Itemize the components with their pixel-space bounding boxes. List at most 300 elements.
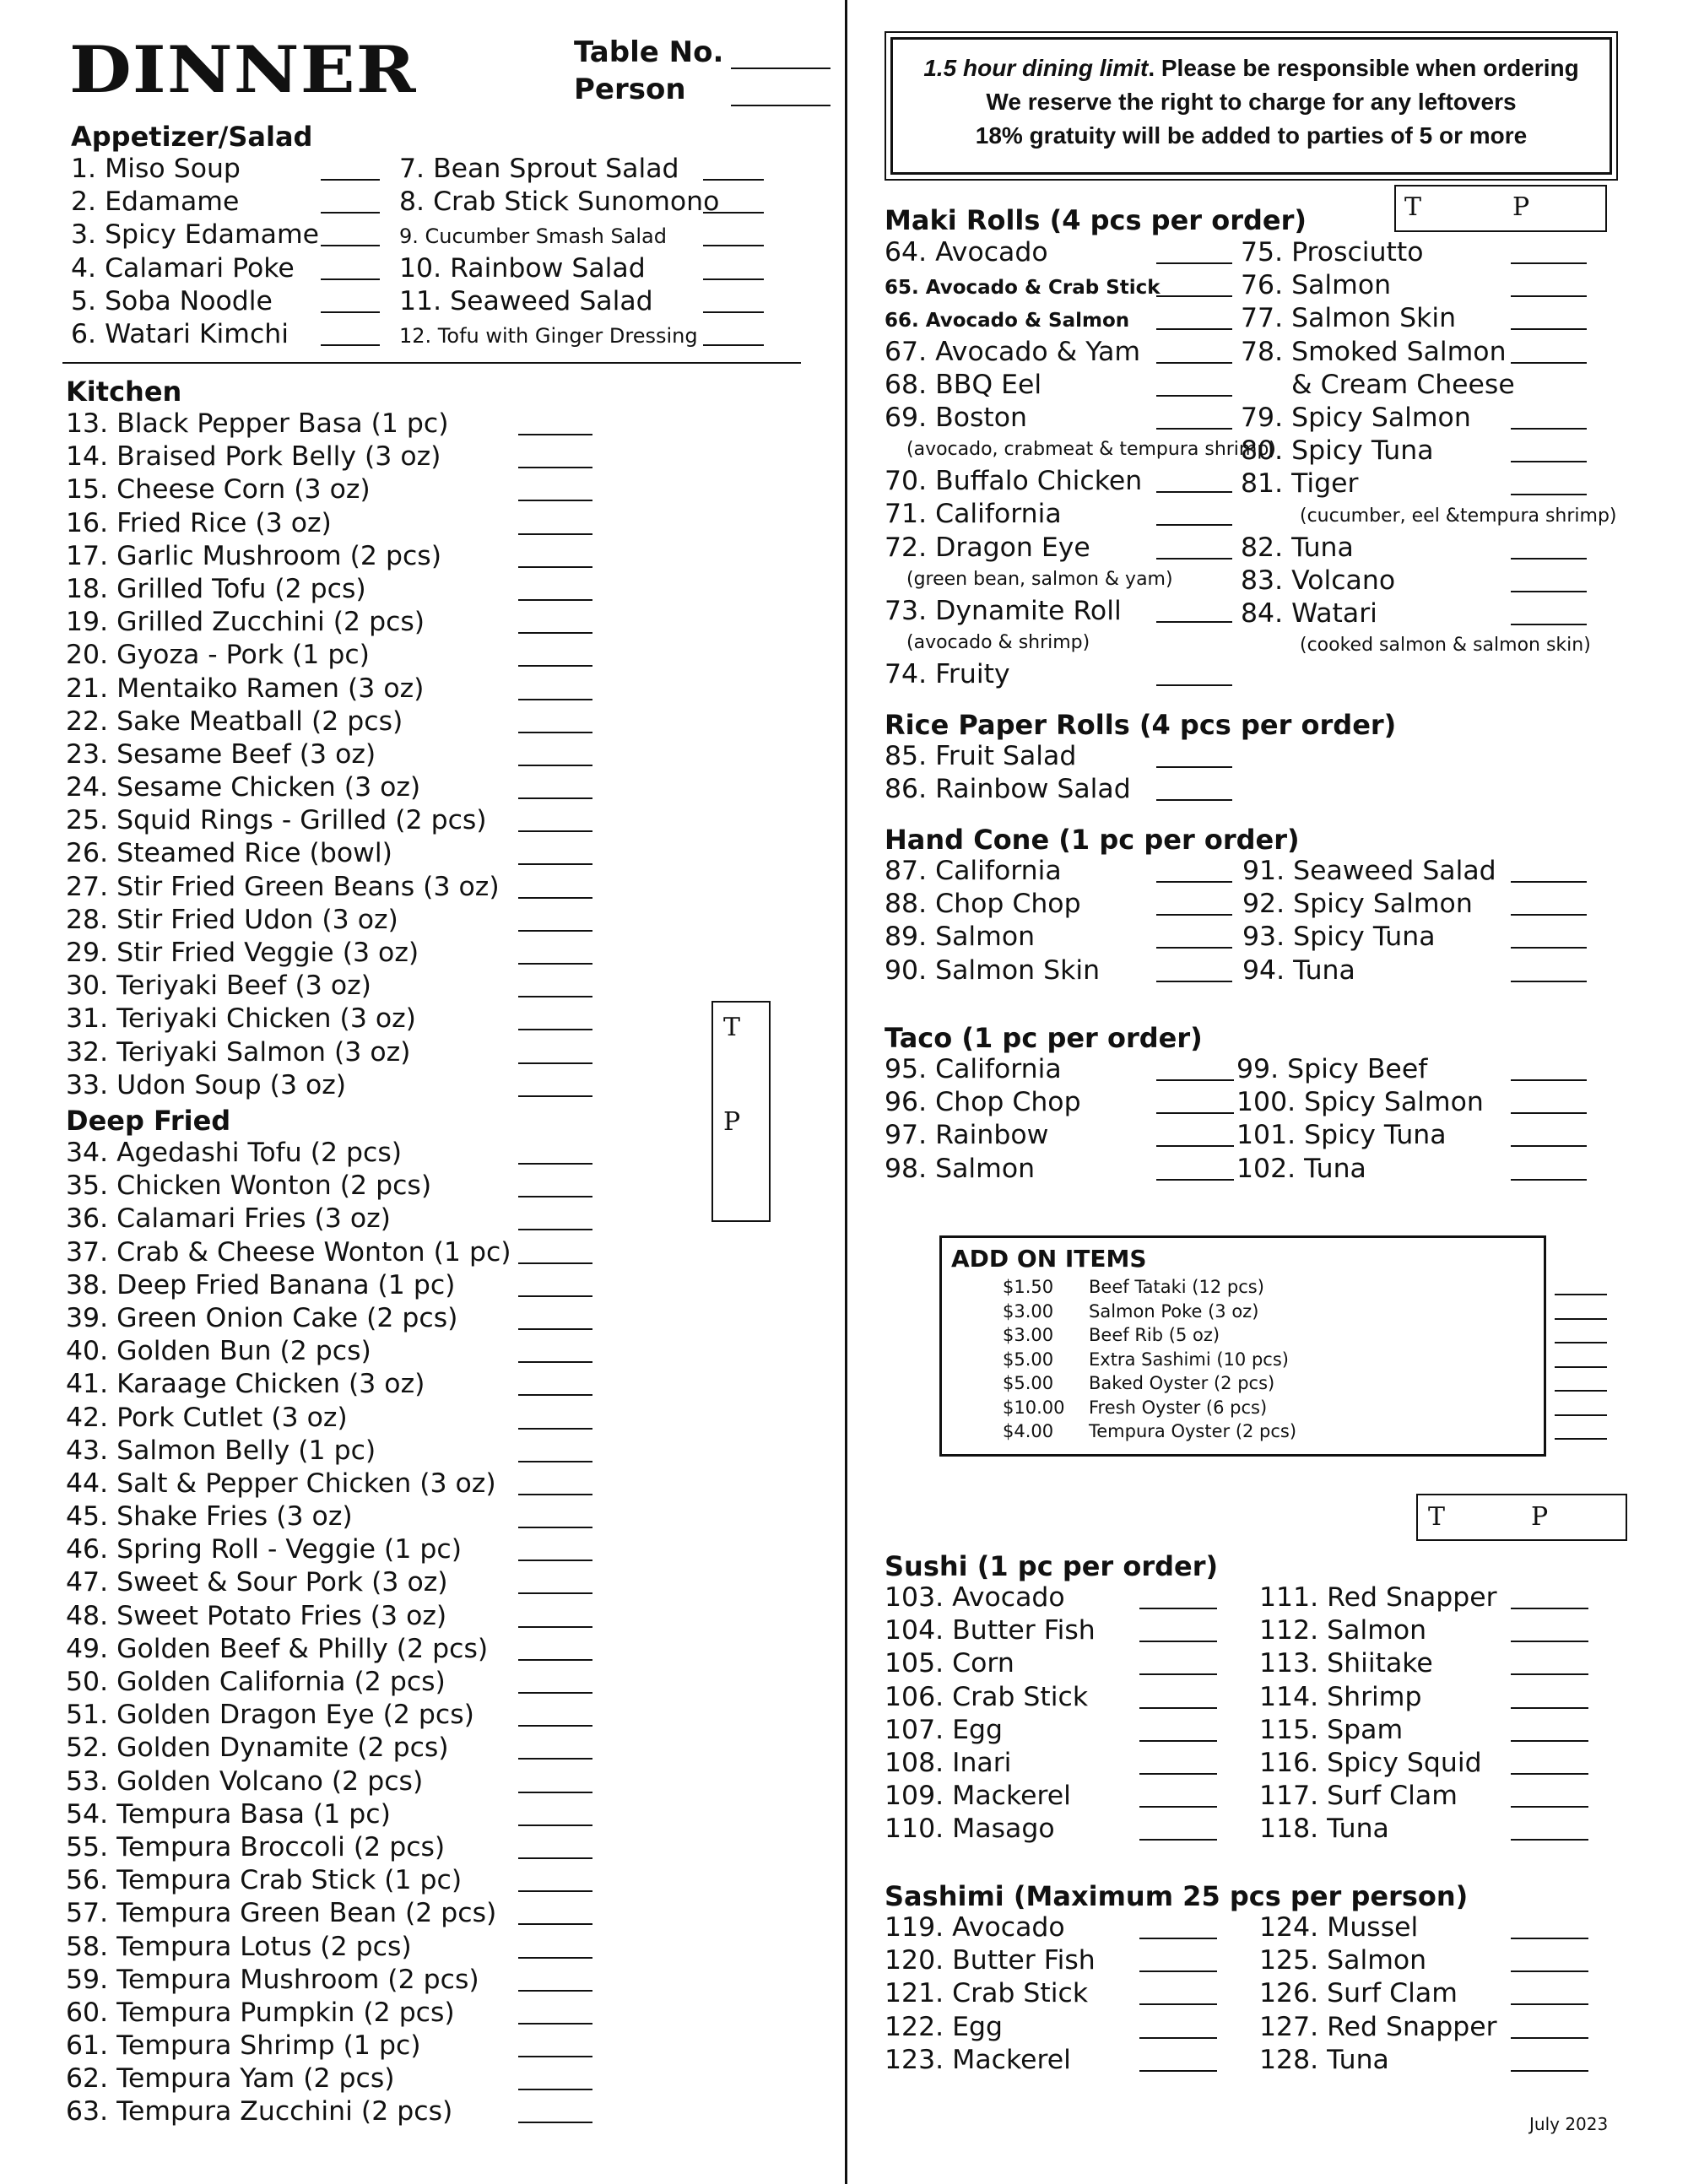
quantity-field[interactable] bbox=[1156, 362, 1232, 364]
menu-item-label: 51. Golden Dragon Eye (2 pcs) bbox=[66, 1700, 474, 1731]
quantity-field[interactable] bbox=[1156, 295, 1232, 297]
menu-item-label: 71. California bbox=[885, 499, 1062, 530]
menu-item-label: 15. Cheese Corn (3 oz) bbox=[66, 474, 371, 505]
menu-item bbox=[885, 1714, 1222, 1747]
tp-box-left-p: P bbox=[723, 1107, 741, 1137]
menu-item-label: 74. Fruity bbox=[885, 658, 1010, 689]
menu-item bbox=[66, 1566, 598, 1599]
menu-item bbox=[1259, 2044, 1597, 2077]
quantity-field[interactable] bbox=[1555, 1438, 1607, 1440]
menu-item-label: 43. Salmon Belly (1 pc) bbox=[66, 1435, 376, 1466]
menu-item-label: 44. Salt & Pepper Chicken (3 oz) bbox=[66, 1468, 496, 1499]
quantity-field[interactable] bbox=[1511, 262, 1587, 264]
menu-item bbox=[66, 441, 598, 473]
quantity-field[interactable] bbox=[1139, 1641, 1217, 1642]
menu-item bbox=[66, 705, 598, 738]
quantity-field[interactable] bbox=[518, 1792, 592, 1793]
quantity-field[interactable] bbox=[1511, 1806, 1588, 1808]
quantity-field[interactable] bbox=[703, 278, 764, 280]
quantity-field[interactable] bbox=[1156, 524, 1232, 526]
menu-item-label: 24. Sesame Chicken (3 oz) bbox=[66, 772, 421, 803]
quantity-field[interactable] bbox=[518, 1923, 592, 1925]
quantity-field[interactable] bbox=[1511, 1839, 1588, 1841]
quantity-field[interactable] bbox=[1139, 1707, 1217, 1709]
menu-item bbox=[66, 1236, 598, 1269]
quantity-field[interactable] bbox=[518, 434, 592, 435]
add-on-item bbox=[1003, 1396, 1526, 1420]
menu-item-label: 53. Golden Volcano (2 pcs) bbox=[66, 1765, 424, 1797]
quantity-field[interactable] bbox=[518, 1890, 592, 1892]
menu-item bbox=[66, 1468, 598, 1500]
menu-item-label: 104. Butter Fish bbox=[885, 1615, 1096, 1646]
quantity-field[interactable] bbox=[1139, 1938, 1217, 1939]
menu-item-label: 3. Spicy Edamame bbox=[71, 219, 320, 251]
quantity-field[interactable] bbox=[1511, 1673, 1588, 1675]
table-number-field[interactable] bbox=[731, 68, 830, 69]
menu-item-label: 9. Cucumber Smash Salad bbox=[399, 224, 667, 249]
quantity-field[interactable] bbox=[518, 1825, 592, 1826]
add-on-item bbox=[1003, 1323, 1526, 1348]
quantity-field[interactable] bbox=[1511, 624, 1587, 625]
menu-item-label: 109. Mackerel bbox=[885, 1781, 1071, 1812]
notice-line1: . Please be responsible when ordering bbox=[1148, 55, 1579, 81]
menu-item-label: 26. Steamed Rice (bowl) bbox=[66, 838, 392, 869]
menu-item bbox=[66, 673, 598, 705]
menu-item-label: 4. Calamari Poke bbox=[71, 252, 295, 284]
menu-item bbox=[1241, 402, 1595, 435]
quantity-field[interactable] bbox=[703, 245, 764, 246]
quantity-field[interactable] bbox=[1139, 1740, 1217, 1742]
menu-item-note: (cooked salmon & salmon skin) bbox=[1300, 635, 1591, 657]
menu-item bbox=[1242, 921, 1597, 954]
menu-item bbox=[1259, 1647, 1597, 1680]
add-on-price: $10.00 bbox=[1003, 1397, 1065, 1418]
menu-item bbox=[66, 1435, 598, 1468]
quantity-field[interactable] bbox=[1156, 1145, 1234, 1147]
quantity-field[interactable] bbox=[321, 311, 380, 313]
quantity-field[interactable] bbox=[1511, 362, 1587, 364]
tp-box-sushi-t: T bbox=[1428, 1502, 1446, 1532]
menu-item bbox=[66, 2095, 598, 2128]
quantity-field[interactable] bbox=[518, 930, 592, 932]
quantity-field[interactable] bbox=[1156, 428, 1232, 430]
quantity-field[interactable] bbox=[1139, 1806, 1217, 1808]
menu-item bbox=[71, 285, 383, 318]
menu-item bbox=[885, 1780, 1222, 1813]
menu-item bbox=[66, 738, 598, 771]
menu-item bbox=[885, 269, 1239, 302]
quantity-field[interactable] bbox=[1156, 799, 1232, 801]
menu-item bbox=[885, 302, 1239, 335]
quantity-field[interactable] bbox=[1139, 2070, 1217, 2072]
quantity-field[interactable] bbox=[518, 500, 592, 501]
quantity-field[interactable] bbox=[518, 632, 592, 634]
tp-box-sushi-p: P bbox=[1531, 1502, 1549, 1532]
add-on-item bbox=[1003, 1300, 1526, 1324]
quantity-field[interactable] bbox=[1156, 491, 1232, 493]
quantity-field[interactable] bbox=[518, 1560, 592, 1561]
quantity-field[interactable] bbox=[1156, 1179, 1234, 1181]
quantity-field[interactable] bbox=[518, 1428, 592, 1430]
section-title-sushi: Sushi (1 pc per order) bbox=[885, 1550, 1219, 1582]
tp-box-sushi[interactable] bbox=[1416, 1494, 1627, 1541]
tp-box-maki-t: T bbox=[1404, 192, 1422, 222]
quantity-field[interactable] bbox=[1511, 1641, 1588, 1642]
quantity-field[interactable] bbox=[1156, 684, 1232, 686]
menu-item-label: 2. Edamame bbox=[71, 187, 240, 218]
menu-item bbox=[1259, 1911, 1597, 1944]
menu-item bbox=[885, 888, 1239, 921]
quantity-field[interactable] bbox=[518, 533, 592, 535]
table-number-label: Table No. bbox=[574, 35, 724, 69]
quantity-field[interactable] bbox=[1156, 1112, 1234, 1114]
section-title-maki: Maki Rolls (4 pcs per order) bbox=[885, 204, 1307, 236]
menu-item-label: 37. Crab & Cheese Wonton (1 pc) bbox=[66, 1236, 511, 1268]
hand-cone-right-list bbox=[1242, 855, 1597, 987]
menu-item bbox=[1241, 565, 1595, 597]
menu-item bbox=[1241, 302, 1595, 335]
quantity-field[interactable] bbox=[1156, 558, 1232, 560]
quantity-field[interactable] bbox=[1511, 2070, 1588, 2072]
menu-item bbox=[885, 595, 1239, 628]
quantity-field[interactable] bbox=[518, 1494, 592, 1495]
menu-item-label: 105. Corn bbox=[885, 1648, 1014, 1679]
appetizer-rule bbox=[62, 362, 801, 364]
quantity-field[interactable] bbox=[703, 344, 764, 346]
taco-left-list bbox=[885, 1053, 1239, 1186]
quantity-field[interactable] bbox=[518, 765, 592, 766]
menu-item bbox=[66, 1036, 598, 1069]
sushi-right-list bbox=[1259, 1581, 1597, 1846]
menu-item-label: 12. Tofu with Ginger Dressing bbox=[399, 323, 698, 348]
quantity-field[interactable] bbox=[1511, 1970, 1588, 1972]
quantity-field[interactable] bbox=[518, 996, 592, 997]
quantity-field[interactable] bbox=[1511, 881, 1587, 883]
quantity-field[interactable] bbox=[518, 897, 592, 899]
quantity-field[interactable] bbox=[518, 2056, 592, 2057]
menu-item bbox=[885, 1647, 1222, 1680]
menu-item-label: 103. Avocado bbox=[885, 1582, 1065, 1613]
menu-item-label: 38. Deep Fried Banana (1 pc) bbox=[66, 1269, 456, 1300]
quantity-field[interactable] bbox=[1156, 766, 1232, 768]
taco-right-list bbox=[1236, 1053, 1597, 1186]
menu-item bbox=[885, 2044, 1222, 2077]
add-on-name: Baked Oyster (2 pcs) bbox=[1089, 1373, 1275, 1393]
menu-item bbox=[1259, 2011, 1597, 2044]
menu-item-label: 65. Avocado & Crab Stick bbox=[885, 277, 1160, 300]
menu-item bbox=[885, 921, 1239, 954]
menu-item bbox=[399, 219, 771, 251]
quantity-field[interactable] bbox=[518, 1957, 592, 1959]
quantity-field[interactable] bbox=[1511, 2003, 1588, 2005]
quantity-field[interactable] bbox=[1511, 981, 1587, 982]
quantity-field[interactable] bbox=[1555, 1318, 1607, 1320]
add-on-item bbox=[1003, 1419, 1526, 1444]
menu-item bbox=[1259, 1944, 1597, 1977]
add-on-item bbox=[1003, 1348, 1526, 1372]
quantity-field[interactable] bbox=[1511, 947, 1587, 949]
quantity-field[interactable] bbox=[518, 1990, 592, 1992]
menu-item bbox=[66, 1269, 598, 1302]
quantity-field[interactable] bbox=[1511, 1112, 1587, 1114]
menu-item bbox=[399, 186, 771, 219]
quantity-field[interactable] bbox=[518, 1062, 592, 1064]
quantity-field[interactable] bbox=[1139, 1773, 1217, 1775]
quantity-field[interactable] bbox=[1555, 1366, 1607, 1368]
quantity-field[interactable] bbox=[321, 212, 380, 214]
menu-item-label: 87. California bbox=[885, 856, 1062, 886]
quantity-field[interactable] bbox=[321, 245, 380, 246]
menu-item-label: 94. Tuna bbox=[1242, 954, 1355, 986]
quantity-field[interactable] bbox=[703, 179, 764, 181]
menu-item-label: 56. Tempura Crab Stick (1 pc) bbox=[66, 1865, 463, 1896]
quantity-field[interactable] bbox=[1555, 1342, 1607, 1343]
menu-item-label: 23. Sesame Beef (3 oz) bbox=[66, 738, 376, 770]
menu-item-label: 7. Bean Sprout Salad bbox=[399, 154, 679, 184]
menu-title: DINNER bbox=[69, 32, 417, 107]
quantity-field[interactable] bbox=[518, 1328, 592, 1330]
menu-item-label: 46. Spring Roll - Veggie (1 pc) bbox=[66, 1534, 462, 1565]
rice-paper-list bbox=[885, 740, 1239, 806]
menu-item-label: 123. Mackerel bbox=[885, 2044, 1071, 2075]
add-on-price: $3.00 bbox=[1003, 1300, 1054, 1322]
notice-dining-limit: 1.5 hour dining limit bbox=[923, 55, 1149, 81]
tp-box-maki-p: P bbox=[1512, 192, 1530, 222]
menu-item bbox=[66, 2030, 598, 2062]
quantity-field[interactable] bbox=[518, 797, 592, 799]
quantity-field[interactable] bbox=[1555, 1294, 1607, 1295]
menu-item bbox=[66, 904, 598, 937]
add-on-item bbox=[1003, 1371, 1526, 1396]
menu-item-label: 6. Watari Kimchi bbox=[71, 318, 289, 349]
quantity-field[interactable] bbox=[518, 1461, 592, 1462]
quantity-field[interactable] bbox=[321, 278, 380, 280]
menu-item bbox=[1241, 336, 1595, 369]
quantity-field[interactable] bbox=[518, 1394, 592, 1396]
quantity-field[interactable] bbox=[518, 665, 592, 667]
quantity-field[interactable] bbox=[518, 599, 592, 601]
quantity-field[interactable] bbox=[321, 344, 380, 346]
quantity-field[interactable] bbox=[1511, 295, 1587, 297]
menu-item bbox=[885, 498, 1239, 531]
menu-item bbox=[1259, 1977, 1597, 2010]
quantity-field[interactable] bbox=[1156, 947, 1232, 949]
quantity-field[interactable] bbox=[1156, 395, 1232, 397]
quantity-field[interactable] bbox=[518, 1163, 592, 1165]
menu-item bbox=[66, 1533, 598, 1566]
quantity-field[interactable] bbox=[1156, 1079, 1234, 1081]
quantity-field[interactable] bbox=[1156, 914, 1232, 916]
quantity-field[interactable] bbox=[518, 1229, 592, 1230]
quantity-field[interactable] bbox=[1511, 558, 1587, 560]
menu-item-label: 97. Rainbow bbox=[885, 1120, 1049, 1151]
quantity-field[interactable] bbox=[518, 1196, 592, 1197]
menu-item-label: 36. Calamari Fries (3 oz) bbox=[66, 1203, 391, 1235]
quantity-field[interactable] bbox=[518, 1659, 592, 1661]
quantity-field[interactable] bbox=[1139, 1839, 1217, 1841]
section-title-rice-paper: Rice Paper Rolls (4 pcs per order) bbox=[885, 709, 1397, 741]
quantity-field[interactable] bbox=[518, 1592, 592, 1594]
menu-item bbox=[71, 186, 383, 219]
tp-box-maki[interactable] bbox=[1394, 185, 1607, 232]
menu-item-label: 29. Stir Fried Veggie (3 oz) bbox=[66, 938, 419, 968]
menu-item-label: 102. Tuna bbox=[1236, 1153, 1366, 1184]
menu-item bbox=[1242, 855, 1597, 888]
menu-item-label: 52. Golden Dynamite (2 pcs) bbox=[66, 1733, 449, 1764]
menu-item bbox=[66, 1137, 598, 1170]
add-on-name: Tempura Oyster (2 pcs) bbox=[1089, 1421, 1297, 1441]
maki-left-list bbox=[885, 236, 1276, 691]
quantity-field[interactable] bbox=[1139, 2037, 1217, 2039]
menu-item bbox=[66, 1170, 598, 1203]
quantity-field[interactable] bbox=[518, 963, 592, 965]
quantity-field[interactable] bbox=[518, 1857, 592, 1859]
quantity-field[interactable] bbox=[518, 1527, 592, 1528]
menu-item bbox=[66, 1997, 598, 2030]
menu-item-label: 79. Spicy Salmon bbox=[1241, 402, 1471, 433]
maki-right-list bbox=[1241, 236, 1617, 661]
section-title-deep-fried: Deep Fried bbox=[66, 1105, 231, 1137]
quantity-field[interactable] bbox=[1139, 1970, 1217, 1972]
kitchen-list bbox=[66, 408, 598, 1102]
quantity-field[interactable] bbox=[703, 212, 764, 214]
menu-item bbox=[66, 837, 598, 870]
menu-item-label: 18. Grilled Tofu (2 pcs) bbox=[66, 573, 366, 604]
quantity-field[interactable] bbox=[518, 1295, 592, 1297]
section-title-appetizer: Appetizer/Salad bbox=[71, 121, 313, 153]
quantity-field[interactable] bbox=[1555, 1414, 1607, 1416]
quantity-field[interactable] bbox=[1511, 1938, 1588, 1939]
menu-item-label: 31. Teriyaki Chicken (3 oz) bbox=[66, 1003, 416, 1035]
quantity-field[interactable] bbox=[1511, 591, 1587, 592]
quantity-field[interactable] bbox=[1511, 1179, 1587, 1181]
quantity-field[interactable] bbox=[1156, 621, 1232, 623]
quantity-field[interactable] bbox=[1511, 1608, 1588, 1609]
quantity-field[interactable] bbox=[518, 1361, 592, 1363]
quantity-field[interactable] bbox=[1511, 1773, 1588, 1775]
quantity-field[interactable] bbox=[1511, 1707, 1588, 1709]
menu-item-label: 124. Mussel bbox=[1259, 1912, 1419, 1943]
menu-item bbox=[71, 252, 383, 285]
menu-item-label: 35. Chicken Wonton (2 pcs) bbox=[66, 1170, 432, 1202]
add-on-title: ADD ON ITEMS bbox=[951, 1245, 1147, 1273]
appetizer-right-list bbox=[399, 153, 771, 351]
hand-cone-left-list bbox=[885, 855, 1239, 987]
menu-item-label: 54. Tempura Basa (1 pc) bbox=[66, 1798, 391, 1830]
quantity-field[interactable] bbox=[518, 467, 592, 468]
quantity-field[interactable] bbox=[518, 566, 592, 568]
menu-item-label: 78. Smoked Salmon bbox=[1241, 336, 1507, 367]
menu-item bbox=[1259, 1747, 1597, 1780]
menu-item-label: 115. Spam bbox=[1259, 1714, 1404, 1745]
quantity-field[interactable] bbox=[1156, 328, 1232, 330]
menu-item-label: 28. Stir Fried Udon (3 oz) bbox=[66, 904, 398, 935]
menu-item-label: 86. Rainbow Salad bbox=[885, 774, 1131, 805]
quantity-field[interactable] bbox=[1156, 881, 1232, 883]
menu-item bbox=[1259, 1813, 1597, 1846]
menu-item-label: 82. Tuna bbox=[1241, 532, 1354, 563]
menu-item bbox=[885, 740, 1239, 773]
quantity-field[interactable] bbox=[1511, 428, 1587, 430]
menu-item-label: 45. Shake Fries (3 oz) bbox=[66, 1501, 353, 1533]
quantity-field[interactable] bbox=[1511, 914, 1587, 916]
quantity-field[interactable] bbox=[1511, 1145, 1587, 1147]
menu-item bbox=[71, 219, 383, 251]
quantity-field[interactable] bbox=[518, 2122, 592, 2123]
menu-item bbox=[71, 318, 383, 351]
quantity-field[interactable] bbox=[1156, 262, 1232, 264]
menu-item bbox=[885, 1119, 1239, 1152]
menu-item bbox=[885, 236, 1239, 269]
quantity-field[interactable] bbox=[1511, 494, 1587, 495]
quantity-field[interactable] bbox=[1139, 1608, 1217, 1609]
menu-item bbox=[885, 773, 1239, 806]
menu-item-label: 112. Salmon bbox=[1259, 1615, 1427, 1646]
menu-item-label: 67. Avocado & Yam bbox=[885, 336, 1141, 367]
menu-item-label: 68. BBQ Eel bbox=[885, 369, 1042, 400]
quantity-field[interactable] bbox=[518, 1725, 592, 1727]
quantity-field[interactable] bbox=[518, 830, 592, 832]
quantity-field[interactable] bbox=[518, 2023, 592, 2025]
add-on-price: $5.00 bbox=[1003, 1349, 1054, 1370]
quantity-field[interactable] bbox=[1511, 2037, 1588, 2039]
quantity-field[interactable] bbox=[703, 311, 764, 313]
quantity-field[interactable] bbox=[518, 1626, 592, 1628]
quantity-field[interactable] bbox=[518, 699, 592, 700]
add-on-price: $4.00 bbox=[1003, 1421, 1054, 1441]
quantity-field[interactable] bbox=[518, 1262, 592, 1264]
menu-item-label: 119. Avocado bbox=[885, 1912, 1065, 1943]
quantity-field[interactable] bbox=[518, 2089, 592, 2090]
quantity-field[interactable] bbox=[518, 1029, 592, 1030]
menu-item bbox=[66, 540, 598, 573]
quantity-field[interactable] bbox=[1139, 1673, 1217, 1675]
menu-item-label: 73. Dynamite Roll bbox=[885, 595, 1122, 626]
menu-item bbox=[66, 1633, 598, 1666]
person-field[interactable] bbox=[731, 105, 830, 106]
menu-item-label: 60. Tempura Pumpkin (2 pcs) bbox=[66, 1997, 455, 2028]
menu-item-label: 48. Sweet Potato Fries (3 oz) bbox=[66, 1600, 447, 1631]
quantity-field[interactable] bbox=[518, 863, 592, 865]
quantity-field[interactable] bbox=[1511, 328, 1587, 330]
quantity-field[interactable] bbox=[1511, 461, 1587, 462]
quantity-field[interactable] bbox=[1555, 1390, 1607, 1392]
menu-item-label: 20. Gyoza - Pork (1 pc) bbox=[66, 640, 370, 671]
menu-item bbox=[66, 1964, 598, 1997]
menu-item-label: 21. Mentaiko Ramen (3 oz) bbox=[66, 673, 425, 704]
menu-item bbox=[399, 285, 771, 318]
menu-item bbox=[885, 532, 1239, 565]
menu-item-label: 80. Spicy Tuna bbox=[1241, 435, 1434, 467]
quantity-field[interactable] bbox=[1511, 1740, 1588, 1742]
menu-item-note: (cucumber, eel &tempura shrimp) bbox=[1300, 505, 1617, 527]
menu-item bbox=[885, 954, 1239, 987]
menu-date: July 2023 bbox=[1529, 2114, 1609, 2134]
quantity-field[interactable] bbox=[518, 1095, 592, 1097]
quantity-field[interactable] bbox=[1511, 1079, 1587, 1081]
quantity-field[interactable] bbox=[1156, 981, 1232, 982]
menu-item bbox=[885, 336, 1239, 369]
tp-box-left[interactable] bbox=[711, 1001, 771, 1222]
quantity-field[interactable] bbox=[1139, 2003, 1217, 2005]
quantity-field[interactable] bbox=[321, 179, 380, 181]
quantity-field[interactable] bbox=[518, 1692, 592, 1694]
menu-item bbox=[1236, 1053, 1597, 1086]
menu-item-label: 84. Watari bbox=[1241, 597, 1377, 629]
menu-item-label: 64. Avocado bbox=[885, 237, 1048, 268]
quantity-field[interactable] bbox=[518, 732, 592, 733]
quantity-field[interactable] bbox=[518, 1758, 592, 1760]
